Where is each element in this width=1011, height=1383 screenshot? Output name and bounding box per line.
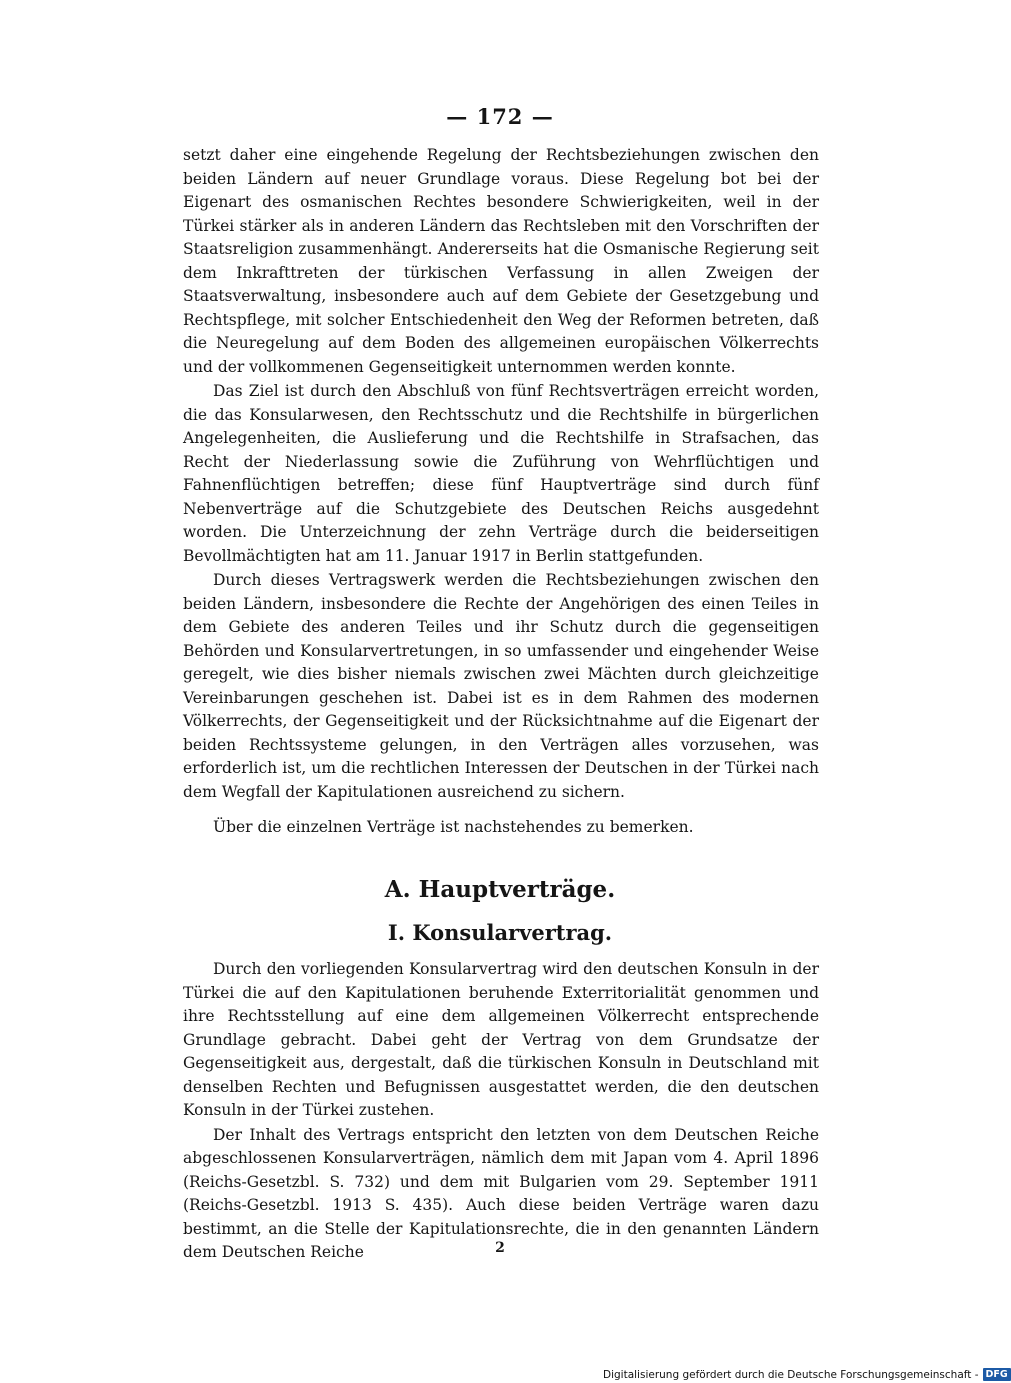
paragraph: Durch den vorliegenden Konsularvertrag wird den deutschen Konsuln in der Türkei die auf den Kapitulationen beruhende Exterritorialität genommen und ihre Rechtsstellung auf eine dem allgemeinen Völkerrecht entsprechende Grundlage gebracht. Dabei geht der Vertrag von dem Grundsatze der Gegenseitigkeit aus, dergestalt, daß die türkischen Konsuln in Deutschland mit denselben Rechten und Befugnissen ausgestattet werden, die den deutschen Konsuln in der Türkei zustehen. (183, 960, 819, 1119)
footer-text: Digitalisierung gefördert durch die Deutsche Forschungsgemeinschaft - (603, 1368, 979, 1381)
paragraph: Durch dieses Vertragswerk werden die Rechtsbeziehungen zwischen den beiden Ländern, insbesondere die Rechte der Angehörigen des einen Teiles in dem Gebiete des anderen Teiles und ihr Schutz durch die gegenseitigen Behörden und Konsularvertretungen, in so umfassender und eingehender Weise geregelt, wie dies bisher niemals zwischen zwei Mächten durch gleichzeitige Vereinbarungen geschehen ist. Dabei ist es in dem Rahmen des modernen Völkerrechts, der Gegenseitigkeit und der Rücksichtnahme auf die Eigenart der beiden Rechtssysteme gelungen, in den Verträgen alles vorzusehen, was erforderlich ist, um die rechtlichen Interessen der Deutschen in der Türkei nach dem Wegfall der Kapitulationen ausreichend zu sichern. (183, 571, 819, 801)
intro-text-block (183, 144, 819, 840)
paragraph: setzt daher eine eingehende Regelung der Rechtsbeziehungen zwischen den beiden Ländern auf neuer Grundlage voraus. Diese Regelung bot bei der Eigenart des osmanischen Rechtes besondere Schwierigkeiten, weil in der Türkei stärker als in anderen Ländern das Rechtsleben mit den Vorschriften der Staatsreligion zusammenhängt. Andererseits hat die Osmanische Regierung seit dem Inkrafttreten der türkischen Verfassung in allen Zweigen der Staatsverwaltung, insbesondere auch auf dem Gebiete der Gesetzgebung und Rechtspflege, mit solcher Entschiedenheit den Weg der Reformen betreten, daß die Neuregelung auf dem Boden des allgemeinen europäischen Völkerrechts und der vollkommenen Gegenseitigkeit unternommen werden konnte. (183, 146, 819, 376)
footer-credit (603, 1368, 1011, 1381)
paragraph: Der Inhalt des Vertrags entspricht den letzten von dem Deutschen Reiche abgeschlossenen Konsularverträgen, nämlich dem mit Japan vom 4. April 1896 (Reichs-Gesetzbl. S. 732) und dem mit Bulgarien vom 29. September 1911 (Reichs-Gesetzbl. 1913 S. 435). Auch diese beiden Verträge waren dazu bestimmt, an die Stelle der Kapitulationsrechte, die in den genannten Ländern dem Deutschen Reiche (183, 1125, 819, 1261)
page-number: — 172 — (446, 104, 554, 129)
section-text-block (183, 958, 819, 1265)
dfg-logo-icon: DFG (983, 1368, 1011, 1381)
section-heading: A. Hauptverträge. (384, 876, 616, 903)
signature-mark: 2 (495, 1240, 505, 1256)
paragraph: Das Ziel ist durch den Abschluß von fünf Rechtsverträgen erreicht worden, die das Konsularwesen, den Rechtsschutz und die Rechtshilfe in bürgerlichen Angelegenheiten, die Auslieferung und die Rechtshilfe in Strafsachen, das Recht der Niederlassung sowie die Zuführung von Wehrflüchtigen und Fahnenflüchtigen betreffen; diese fünf Hauptverträge sind durch fünf Nebenverträge auf die Schutzgebiete des Deutschen Reichs ausgedehnt worden. Die Unterzeichnung der zehn Verträge durch die beiderseitigen Bevollmächtigten hat am 11. Januar 1917 in Berlin stattgefunden. (183, 382, 819, 565)
subsection-heading: I. Konsularvertrag. (387, 920, 613, 945)
paragraph: Über die einzelnen Verträge ist nachstehendes zu bemerken. (213, 818, 694, 836)
